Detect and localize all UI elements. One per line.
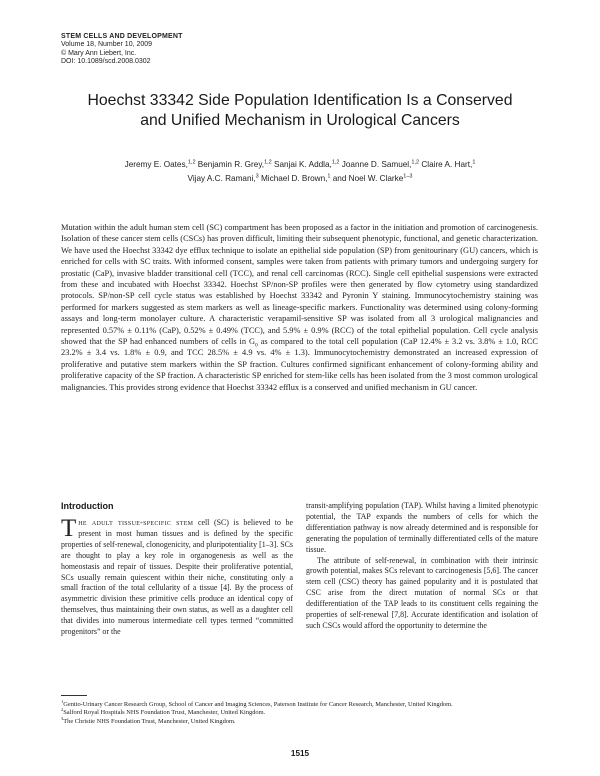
- intro-paragraph: The attribute of self-renewal, in combination with their intrinsic growth potential, makes SCs relevant to carcinogenesis [5,6]. The cancer stem cell (CSC) theory has gained popularity and it is postulated that CSC arise from the direct mutation of normal SCs or that dedifferentiation of the TAP leads to its constituent cells regaining the properties of self-renewal [7,8]. Accurate identification and isolation of such CSCs would afford the opportunity to determine the: [306, 555, 538, 630]
- intro-right-column: [306, 501, 538, 632]
- intro-paragraph: The adult tissue-specific stem cell (SC) is believed to be present in most human tissues and is defined by the specific properties of self-renewal, clonogenicity, and pluripotentiality [1–3]. SCs are thought to play a key role in organogenesis as well as the homeostasis and repair of tissues. Despite their proliferative potential, SCs usually remain quiescent within their niche, constituting only a small fraction of the total cellularity of a tissue [4]. By the process of asymmetric division these primitive cells produce an identical copy of themselves, thus maintaining their own status, as well as a daughter cell that divides into numerous intermediate cell types termed “committed progenitors” or the: [61, 515, 293, 637]
- section-heading-introduction: Introduction: [61, 501, 114, 511]
- author-list: [60, 158, 540, 185]
- journal-doi: DOI: 10.1089/scd.2008.0302: [61, 58, 151, 66]
- journal-copyright: © Mary Ann Liebert, Inc.: [61, 49, 137, 57]
- author: and Noel W. Clarke$^{1-3}$: [332, 172, 413, 183]
- abstract: Mutation within the adult human stem cell (SC) compartment has been proposed as a factor in the initiation and promotion of carcinogenesis. Isolation of these cancer stem cells (CSCs) has proven difficult, limiting their subsequent phenotypic, functional, and genetic characterization. We have used the Hoechst 33342 dye efflux technique to isolate an epithelial side population (SP) from genitourinary (GU) cancers, which is enriched for cells with SC traits. With informed consent, samples were taken from patients with primary tumors and undergoing surgery for prostatic (CaP), invasive bladder transitional cell (TCC), and renal cell carcinomas (RCC). Single cell epithelial suspensions were extracted from these and incubated with Hoechst 33342. Hoechst SP/non-SP profiles were then generated by flow cytometry using standardized protocols. SP/non-SP cell cycle status was established by Hoechst 33342 and Pyronin Y staining. Immunocytochemistry staining was performed for markers suggested as stem markers as well as lineage-specific markers. Functionality was determined using colony-forming assays and long-term monolayer culture. A characteristic verapamil-sensitive SP was isolated from all 3 urological malignancies and represented 0.57% ± 0.11% (CaP), 0.52% ± 0.49% (TCC), and 5.9% ± 0.9% (RCC) of the total epithelial population. Cell cycle analysis showed that the SP had enhanced numbers of cells in $G_0$ as compared to the total cell population (CaP 12.4% ± 3.2 vs. 3.8% ± 1.0, RCC 23.2% ± 3.4 vs. 1.8% ± 0.9, and TCC 28.5% ± 4.9 vs. 4% ± 1.3). Immunocytochemistry demonstrated an increased expression of proliferative and putative stem markers within the SP fraction. Cultures confirmed significant enhancement of colony-forming ability and proliferative capacity of the SP fraction. A characteristic SP enriched for stem-like cells has been isolated from the 3 most common urological malignancies. This provides strong evidence that Hoechst 33342 efflux is a conserved and unified mechanism in GU cancer.: [61, 223, 538, 392]
- author: Sanjai K. Addla,$^{1,2}$: [274, 159, 340, 169]
- journal-header: [61, 33, 361, 67]
- footnote: $^2$Salford Royal Hospitals NHS Foundation Trust, Manchester, United Kingdom.: [61, 707, 266, 717]
- journal-volume: Volume 18, Number 10, 2009: [61, 41, 153, 49]
- author: Jeremy E. Oates,$^{1,2}$: [124, 159, 196, 169]
- author: Benjamin R. Grey,$^{1,2}$: [197, 159, 272, 169]
- affiliation-footnotes: [61, 698, 538, 726]
- title-line-2: and Unified Mechanism in Urological Cancers: [140, 112, 460, 129]
- author: Claire A. Hart,$^1$: [421, 159, 476, 169]
- drop-cap: T: [61, 515, 77, 542]
- journal-name: STEM CELLS AND DEVELOPMENT: [61, 33, 183, 40]
- intro-left-column: [61, 515, 293, 638]
- intro-paragraph: transit-amplifying population (TAP). Whilst having a limited phenotypic potential, the TAP expands the numbers of cells for which the differentiation pathway is now already determined and is responsible for generating the population of terminally differentiated cells of the mature tissue.: [306, 501, 538, 554]
- title-line-1: Hoechst 33342 Side Population Identification Is a Conserved: [87, 92, 513, 109]
- paper-title: [40, 91, 560, 131]
- lead-in-small-caps: he adult tissue-specific stem: [78, 518, 194, 527]
- page-number: 1515: [290, 749, 310, 758]
- footnote-divider: [61, 695, 87, 696]
- footnote: $^1$Genito-Urinary Cancer Research Group, School of Cancer and Imaging Sciences, Paterson Institute for Cancer Research, Manchester, United Kingdom.: [61, 698, 453, 708]
- author: Michael D. Brown,$^1$: [260, 172, 331, 183]
- author: Joanne D. Samuel,$^{1,2}$: [341, 159, 420, 169]
- footnote: $^3$The Christie NHS Foundation Trust, Manchester, United Kingdom.: [61, 715, 236, 725]
- author: Vijay A.C. Ramani,$^3$: [187, 172, 259, 183]
